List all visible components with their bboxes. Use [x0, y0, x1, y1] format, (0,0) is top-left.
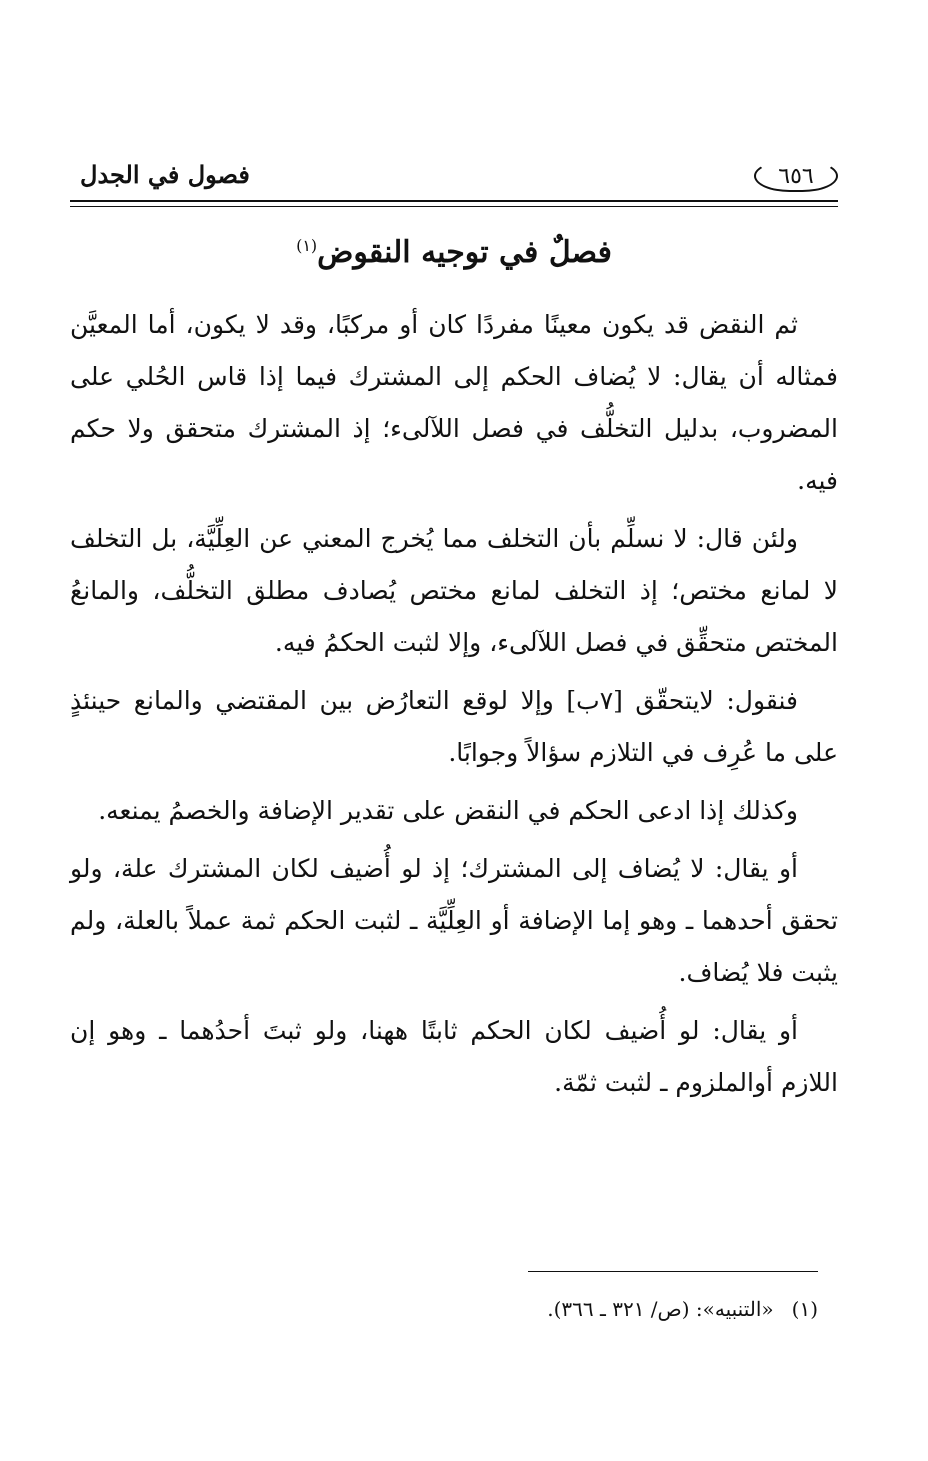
chapter-title: فصلٌ في توجيه النقوض: [317, 235, 612, 270]
page-body: [70, 230, 838, 1115]
header-rule-thin: [70, 206, 838, 207]
paragraph: أو يقال: لو أُضيف لكان الحكم ثابتًا ههنا، ولو ثبتَ أحدُهما ـ وهو إن اللازم أوالملزوم ـ لثبت ثمّة.: [70, 1016, 838, 1097]
chapter-heading: [70, 230, 838, 275]
paragraph: وكذلك إذا ادعى الحكم في النقض على تقدير الإضافة والخصمُ يمنعه.: [98, 796, 798, 825]
footnote-separator: [528, 1271, 818, 1272]
footnote-text: «التنبيه»: (ص/ ٣٢١ ـ ٣٦٦).: [547, 1297, 774, 1321]
paragraph: فنقول: لايتحقّق [٧ب] وإلا لوقع التعارُض بين المقتضي والمانع حينئذٍ على ما عُرِف في التلازم سؤالاً وجوابًا.: [70, 686, 838, 767]
header-rule: [70, 200, 838, 202]
paragraph: أو يقال: لا يُضاف إلى المشترك؛ إذ لو أُضيف لكان المشترك علة، ولو تحقق أحدهما ـ وهو إما الإضافة أو العِلِّيَّة ـ لثبت الحكم ثمة عملاً بالعلة، ولم يثبت فلا يُضاف.: [70, 854, 838, 987]
footnote-reference: (١): [296, 236, 318, 255]
page-number: ٦٥٦: [754, 160, 838, 192]
running-header: [70, 158, 838, 198]
running-title: فصول في الجدل: [80, 160, 250, 189]
footnote: [118, 1294, 818, 1324]
paragraph: ولئن قال: لا نسلِّم بأن التخلف مما يُخرج المعني عن العِلِّيَّة، بل التخلف لا لمانع مختص؛ إذ التخلف لمانع مختص يُصادف مطلق التخلُّف، والمانعُ المختص متحقِّق في فصل اللآلىء، وإلا لثبت الحكمُ فيه.: [70, 524, 838, 657]
paragraph: ثم النقض قد يكون معينًا مفردًا كان أو مركبًا، وقد لا يكون، أما المعيَّن فمثاله أن يقال: لا يُضاف الحكم إلى المشترك فيما إذا قاس الحُلي على المضروب، بدليل التخلُّف في فصل اللآلىء؛ إذ المشترك متحقق ولا حكم فيه.: [70, 310, 838, 495]
footnote-number: (١): [791, 1297, 818, 1321]
